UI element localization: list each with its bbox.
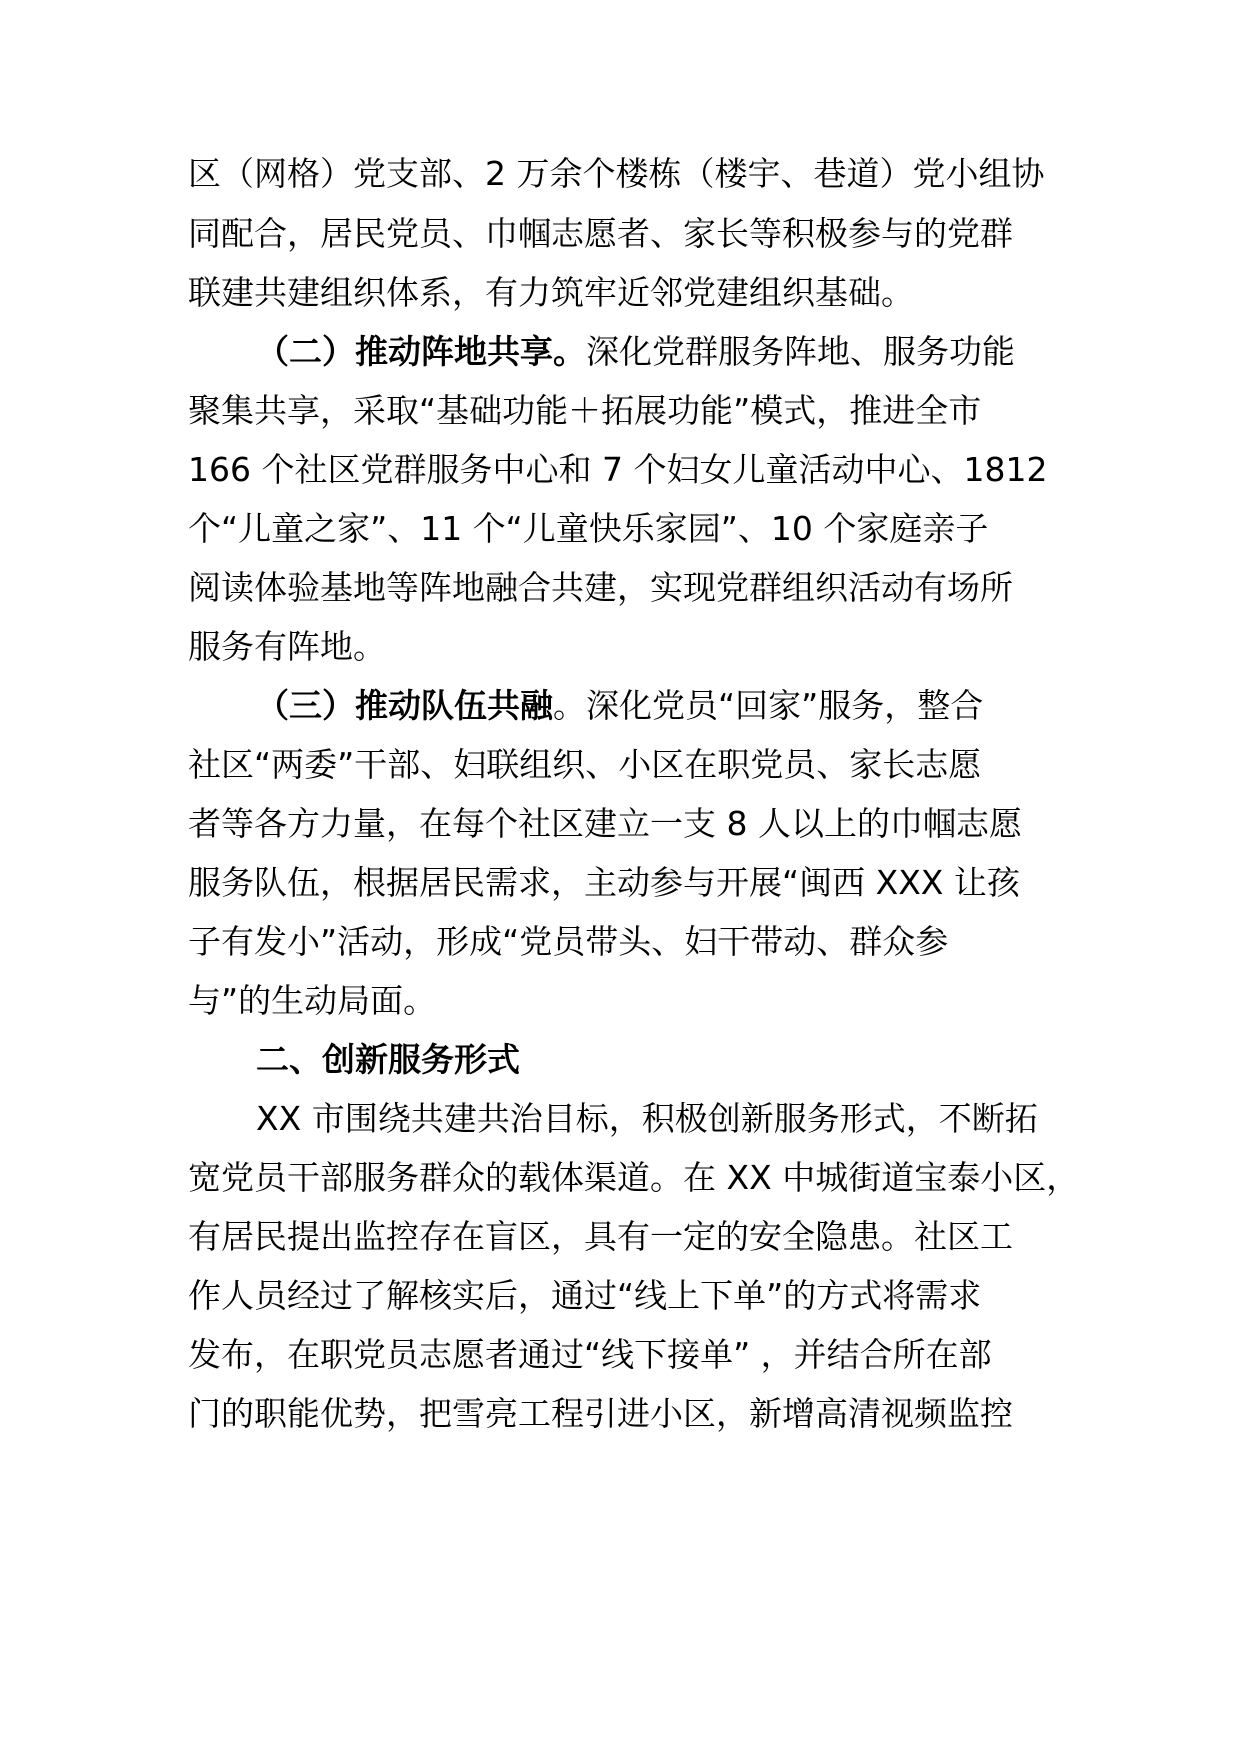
paragraph-line: 服务队伍，根据居民需求，主动参与开展“闽西 XXX 让孩: [188, 863, 1020, 902]
paragraph-line: 门的职能优势，把雪亮工程引进小区，新增高清视频监控: [188, 1394, 1013, 1433]
paragraph-text: 。深化党员“回家”服务，整合: [553, 686, 984, 725]
paragraph-line: 发布，在职党员志愿者通过“线下接单” ，并结合所在部: [188, 1335, 992, 1374]
paragraph-line: 宽党员干部服务群众的载体渠道。在 XX 中城街道宝泰小区，: [188, 1158, 1080, 1197]
paragraph-line: 同配合，居民党员、巾帼志愿者、家长等积极参与的党群: [188, 214, 1013, 253]
paragraph-line: 作人员经过了解核实后，通过“线上下单”的方式将需求: [188, 1276, 982, 1315]
paragraph-text: 深化党群服务阵地、服务功能: [586, 332, 1015, 371]
paragraph-line-with-heading: [256, 684, 1156, 728]
paragraph-line: 者等各方力量，在每个社区建立一支 8 人以上的巾帼志愿: [188, 804, 1022, 843]
paragraph-line: 社区“两委”干部、妇联组织、小区在职党员、家长志愿: [188, 745, 982, 784]
paragraph-line: 聚集共享，采取“基础功能＋拓展功能”模式，推进全市: [188, 391, 982, 430]
section-heading: 二、创新服务形式: [256, 1040, 520, 1079]
paragraph-line: 阅读体验基地等阵地融合共建，实现党群组织活动有场所: [188, 568, 1013, 607]
paragraph-line: 有居民提出监控存在盲区，具有一定的安全隐患。社区工: [188, 1217, 1013, 1256]
section-subheading: （三）推动队伍共融: [256, 686, 553, 725]
paragraph-line-with-heading: [256, 330, 1156, 374]
paragraph-line: 与”的生动局面。: [188, 981, 437, 1020]
paragraph-line: 区（网格）党支部、2 万余个楼栋（楼宇、巷道）党小组协: [188, 154, 1045, 193]
paragraph-line: 联建共建组织体系，有力筑牢近邻党建组织基础。: [188, 273, 914, 312]
paragraph-line: 166 个社区党群服务中心和 7 个妇女儿童活动中心、1812: [188, 450, 1048, 489]
section-subheading: （二）推动阵地共享。: [256, 332, 586, 371]
paragraph-line: 个“儿童之家”、11 个“儿童快乐家园”、10 个家庭亲子: [188, 509, 989, 548]
paragraph-line: 服务有阵地。: [188, 627, 386, 666]
paragraph-line: XX 市围绕共建共治目标，积极创新服务形式，不断拓: [256, 1099, 1038, 1138]
paragraph-line: 子有发小”活动，形成“党员带头、妇干带动、群众参: [188, 922, 949, 961]
